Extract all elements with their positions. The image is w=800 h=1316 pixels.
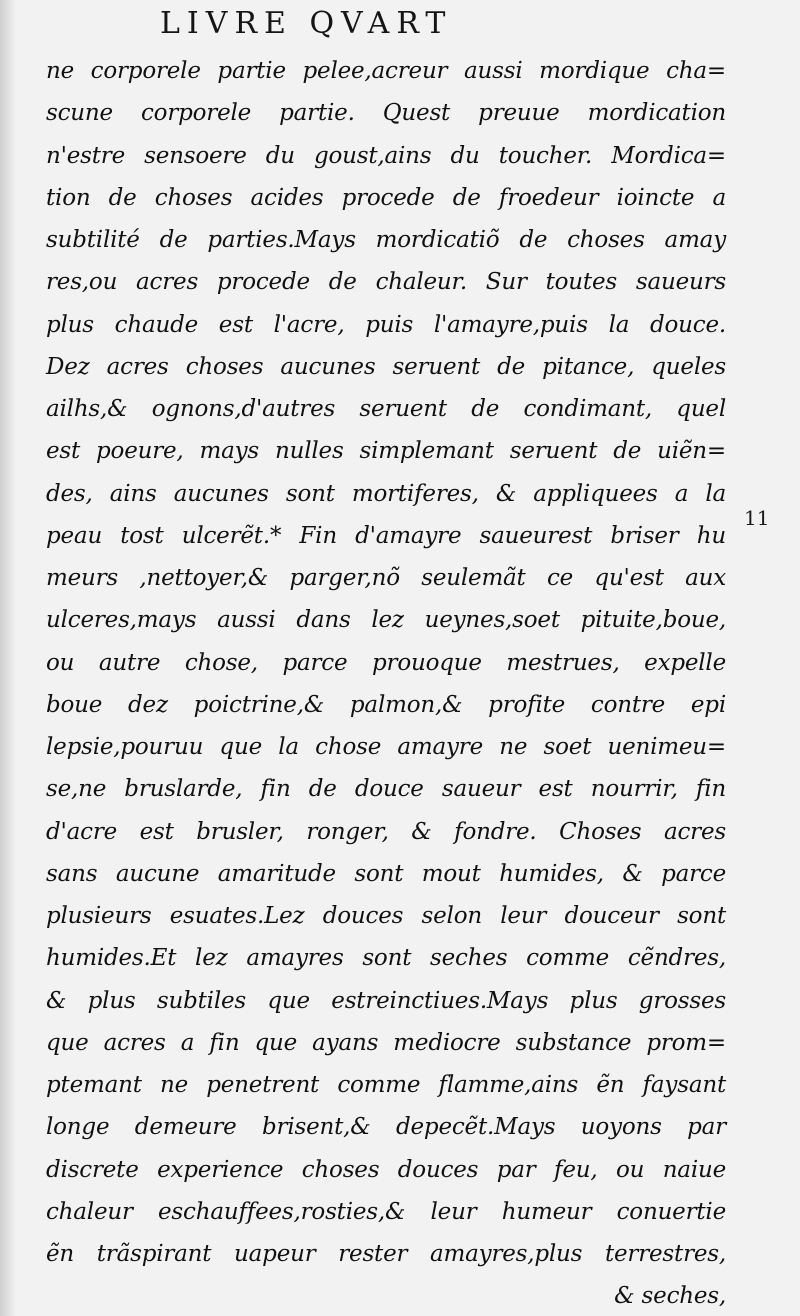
- text-line: scune corporele partie. Quest preuue mordication: [46, 100, 726, 127]
- text-line: ẽn trãspirant uapeur rester amayres,plus terrestres,: [46, 1241, 726, 1267]
- text-line: plusieurs esuates.Lez douces selon leur douceur sont: [46, 903, 726, 929]
- text-line: res,ou acres procede de chaleur. Sur toutes saueurs: [46, 269, 726, 296]
- text-line: ulceres,mays aussi dans lez ueynes,soet pituite,boue,: [46, 607, 726, 634]
- text-line: ptemant ne penetrent comme flamme,ains ẽn faysant: [46, 1072, 726, 1098]
- text-line: n'estre sensoere du goust,ains du toucher. Mordica=: [46, 142, 726, 169]
- text-line: ailhs,& ognons,d'autres seruent de condimant, quel: [46, 396, 726, 422]
- text-line: tion de choses acides procede de froedeur ioincte a: [46, 184, 726, 211]
- running-head: LIVRE QVART: [160, 6, 453, 41]
- page-gutter-shadow: [0, 0, 16, 1316]
- body-text: [46, 50, 726, 1316]
- text-line-catchword: & seches,: [614, 1283, 726, 1310]
- text-line: peau tost ulcerẽt.* Fin d'amayre saueurest briser hu: [46, 522, 726, 549]
- text-line: boue dez poictrine,& palmon,& profite contre epi: [46, 691, 726, 718]
- text-line: ne corporele partie pelee,acreur aussi mordique cha=: [46, 58, 726, 84]
- text-line: se,ne bruslarde, fin de douce saueur est nourrir, fin: [46, 776, 726, 803]
- text-line: d'acre est brusler, ronger, & fondre. Choses acres: [46, 818, 726, 845]
- text-line: que acres a fin que ayans mediocre substance prom=: [46, 1029, 726, 1056]
- text-line: lepsie,pouruu que la chose amayre ne soet uenimeu=: [46, 734, 726, 760]
- text-line: discrete experience choses douces par feu, ou naiue: [46, 1156, 726, 1183]
- text-line: subtilité de parties.Mays mordicatiõ de choses amay: [46, 227, 726, 253]
- text-line: longe demeure brisent,& depecẽt.Mays uoyons par: [46, 1114, 726, 1141]
- text-line: Dez acres choses aucunes seruent de pitance, queles: [46, 353, 726, 380]
- text-line: humides.Et lez amayres sont seches comme cẽndres,: [46, 945, 726, 972]
- text-line: ou autre chose, parce prouoque mestrues, expelle: [46, 649, 726, 676]
- text-line: meurs ,nettoyer,& parger,nõ seulemãt ce qu'est aux: [46, 565, 726, 591]
- text-line: est poeure, mays nulles simplemant seruent de uiẽn=: [46, 438, 726, 465]
- text-line: chaleur eschauffees,rosties,& leur humeur conuertie: [46, 1198, 726, 1225]
- text-line: sans aucune amaritude sont mout humides, & parce: [46, 860, 726, 887]
- marginal-number: 11: [744, 506, 770, 530]
- text-line: des, ains aucunes sont mortiferes, & appliquees a la: [46, 480, 726, 507]
- text-line: & plus subtiles que estreinctiues.Mays plus grosses: [46, 987, 726, 1014]
- text-line: plus chaude est l'acre, puis l'amayre,puis la douce.: [46, 311, 726, 338]
